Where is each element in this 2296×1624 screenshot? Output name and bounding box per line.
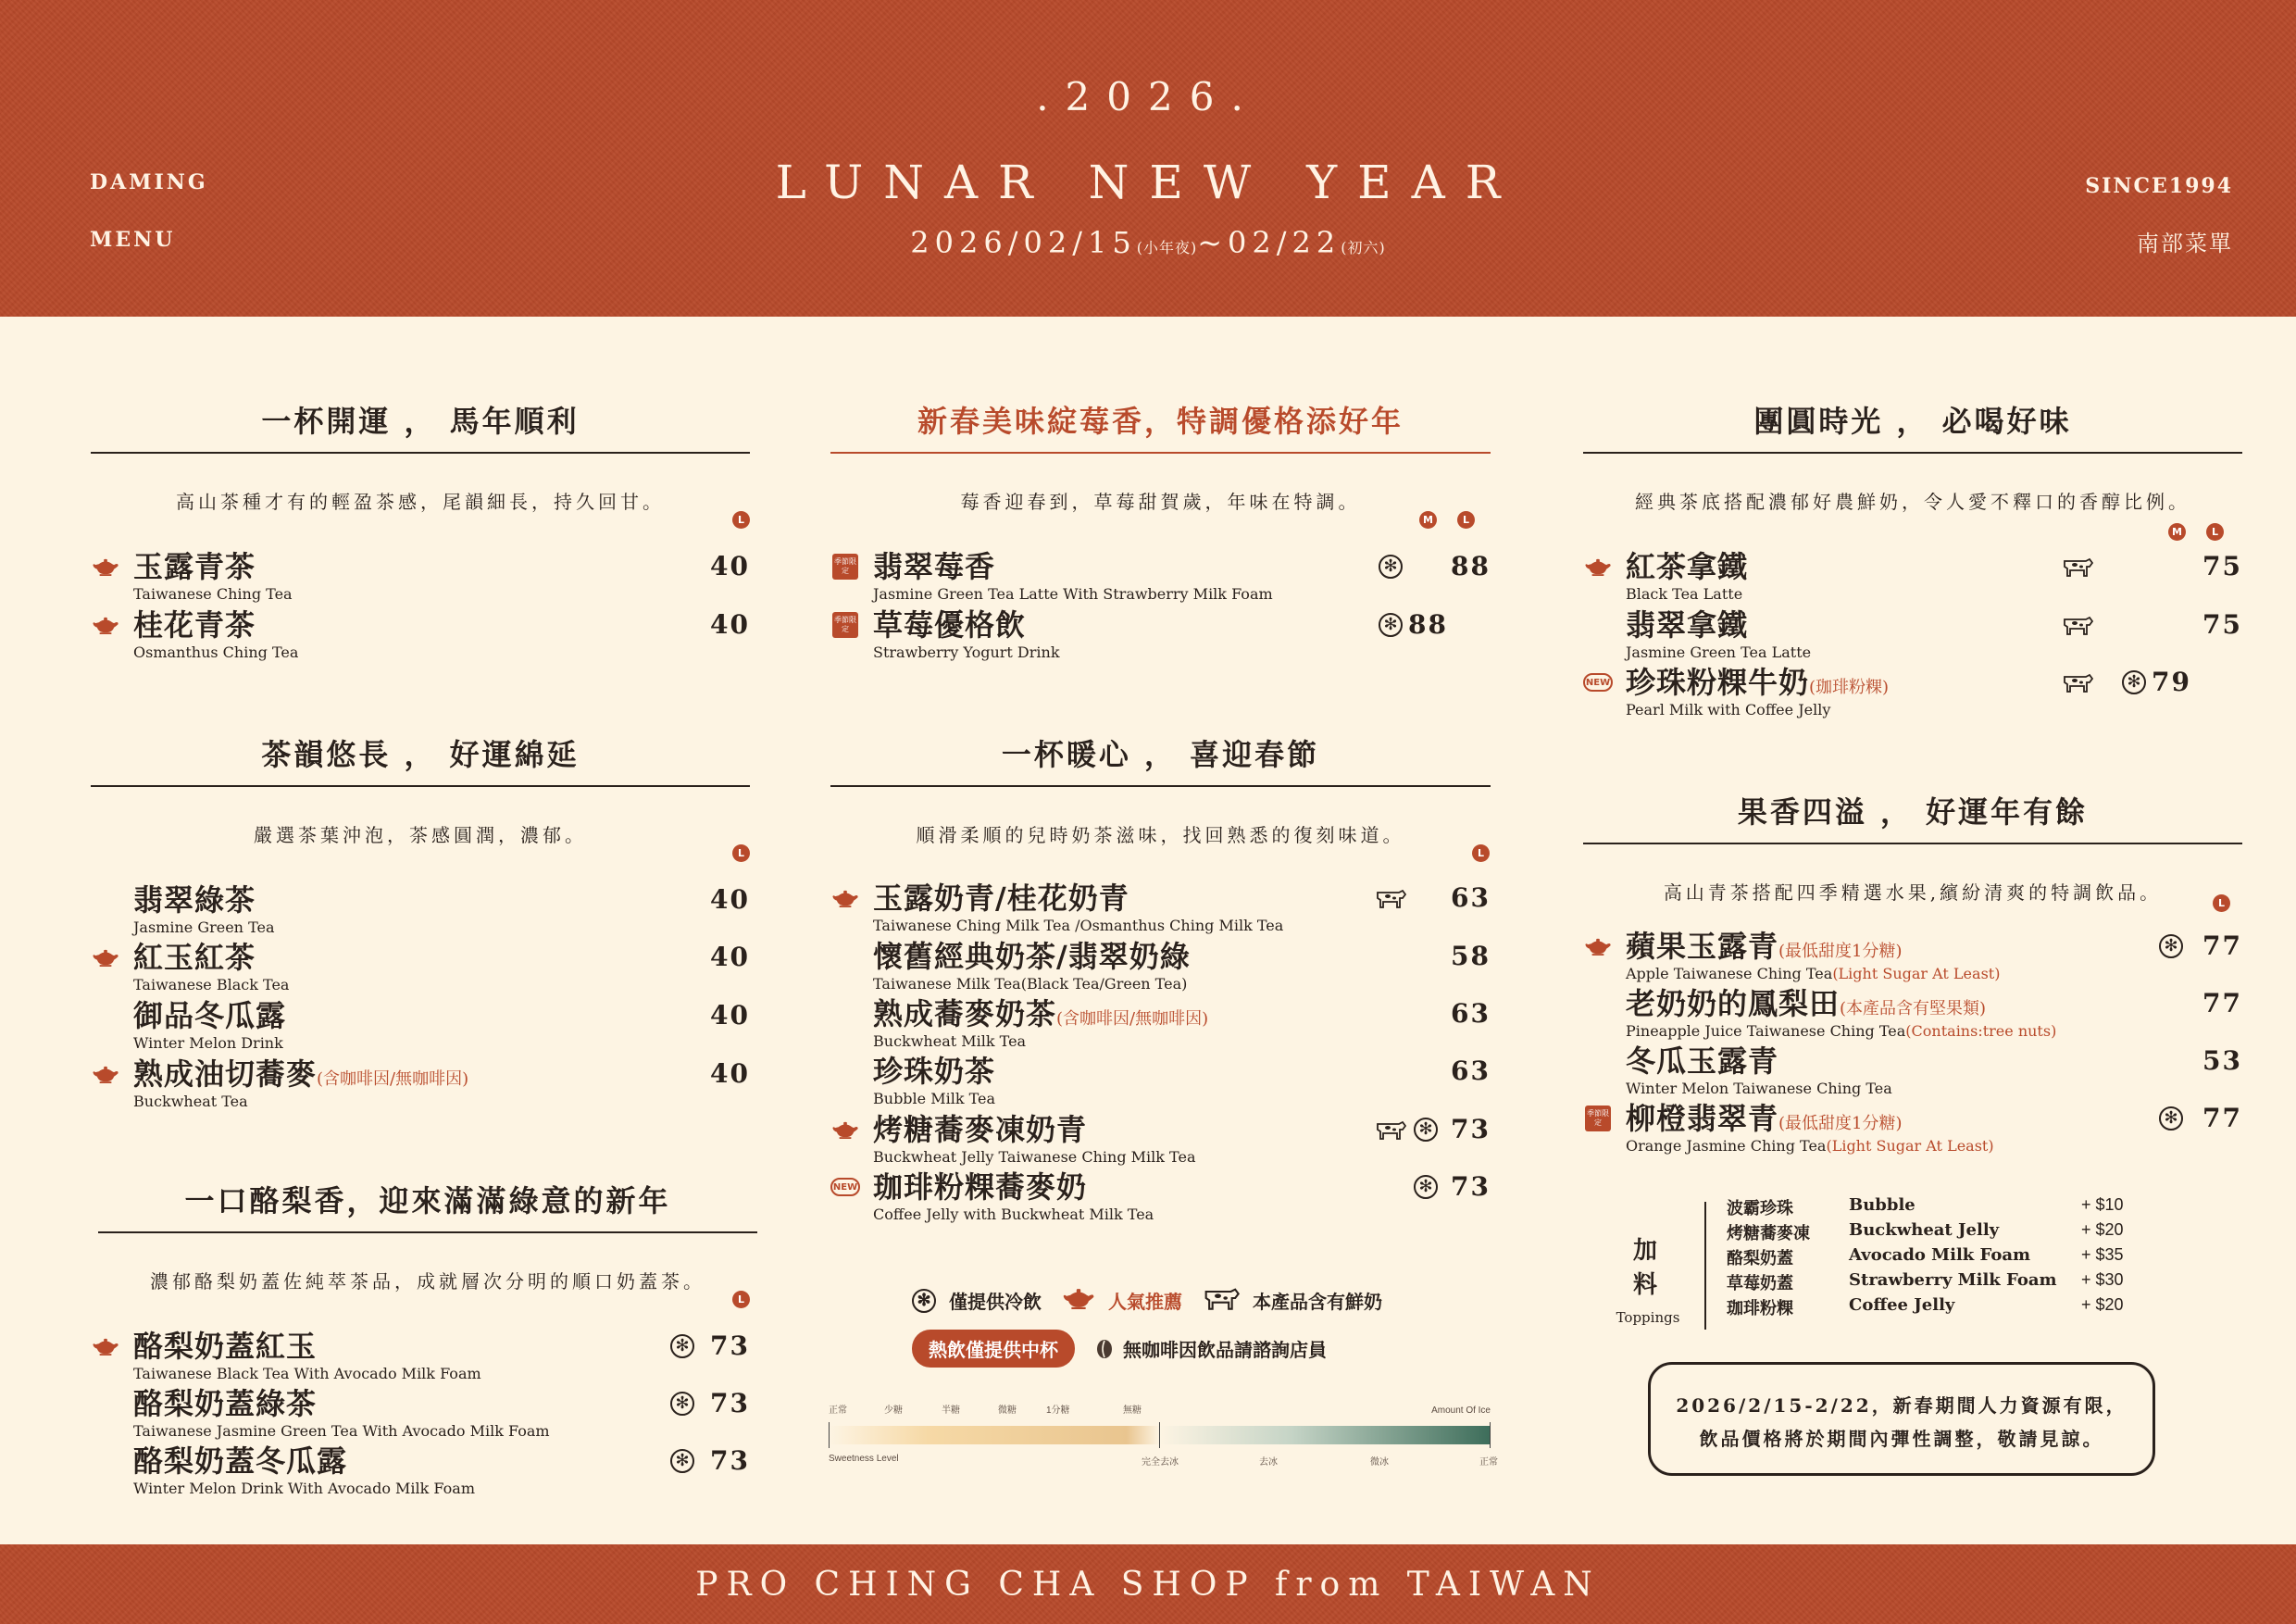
size-badge-l: L: [732, 844, 750, 862]
ice-amount-label: Amount Of Ice: [1431, 1405, 1491, 1416]
seasonal-badge: [830, 613, 860, 637]
item-price: 88: [1408, 609, 1448, 640]
divider: [1704, 1202, 1706, 1330]
date-start-note: (小年夜): [1136, 239, 1198, 256]
date-end-note: (初六): [1341, 239, 1386, 256]
topping-name-en: Bubble: [1849, 1195, 1915, 1215]
item-name-en: Taiwanese Jasmine Green Tea With Avocado Milk Foam: [133, 1422, 550, 1440]
menu-item[interactable]: [91, 1328, 757, 1385]
item-name-en: Jasmine Green Tea Latte With Strawberry Milk Foam: [873, 585, 1273, 603]
coffee-bean-icon: [1095, 1338, 1114, 1360]
section-tea-fortune: [91, 398, 750, 676]
seasonal-badge: [1583, 1106, 1613, 1131]
section-title: 一杯開運 ， 馬年順利: [91, 398, 750, 454]
topping-price: + $35: [2081, 1245, 2124, 1264]
notice-line-1: 2026/2/15-2/22，新春期間人力資源有限，: [1676, 1394, 2128, 1417]
topping-name: 酪梨奶蓋: [1727, 1249, 1793, 1268]
item-price: 73: [710, 1445, 750, 1476]
item-name-en: Coffee Jelly with Buckwheat Milk Tea: [873, 1206, 1154, 1223]
section-title: 團圓時光 ， 必喝好味: [1583, 398, 2242, 454]
section-description: 順滑柔順的兒時奶茶滋味，找回熟悉的復刻味道。: [916, 824, 1405, 846]
item-name-en: Taiwanese Black Tea With Avocado Milk Foam: [133, 1365, 481, 1382]
date-end: 02/22: [1228, 225, 1341, 260]
item-name: 冬瓜玉露青: [1626, 1043, 1779, 1079]
item-name-text: 熟成蕎麥奶茶: [873, 996, 1057, 1031]
sweet-level-label: 1分糖: [1046, 1405, 1070, 1416]
icon-legend: [912, 1285, 1382, 1316]
item-name-en-text: Orange Jasmine Ching Tea: [1626, 1137, 1827, 1155]
item-name-en: Winter Melon Drink With Avocado Milk Foam: [133, 1480, 475, 1497]
item-price: 75: [2202, 551, 2242, 581]
sweet-level-label: 少糖: [884, 1405, 903, 1416]
item-price: 88: [1451, 551, 1491, 581]
item-name-en: Winter Melon Drink: [133, 1034, 283, 1052]
topping-name-en: Strawberry Milk Foam: [1849, 1270, 2057, 1290]
item-name-text: 蘋果玉露青: [1626, 929, 1779, 964]
section-description: 經典茶底搭配濃郁好農鮮奶，令人愛不釋口的香醇比例。: [1635, 491, 2190, 513]
cold-only-icon: ✻: [670, 1391, 694, 1417]
menu-item[interactable]: [1583, 1100, 2242, 1157]
topping-price: + $10: [2081, 1195, 2124, 1214]
teapot-icon: [830, 1118, 860, 1142]
topping-name: 烤糖蕎麥凍: [1727, 1224, 1810, 1243]
since-label: SINCE1994: [2085, 174, 2233, 198]
menu-item[interactable]: [830, 880, 1491, 937]
item-price: 40: [710, 551, 750, 581]
menu-item[interactable]: [1583, 664, 2242, 721]
item-name-en: Winter Melon Taiwanese Ching Tea: [1626, 1080, 1892, 1097]
item-name-en: Black Tea Latte: [1626, 585, 1743, 603]
item-name: 酪梨奶蓋綠茶: [133, 1386, 318, 1421]
menu-item[interactable]: [830, 548, 1491, 606]
cold-only-icon: ✻: [670, 1448, 694, 1474]
item-name: 紅玉紅茶: [133, 940, 256, 975]
legend-cold-only: 僅提供冷飲: [949, 1291, 1042, 1313]
item-price: 40: [710, 942, 750, 972]
item-name: 翡翠綠茶: [133, 882, 256, 918]
menu-item[interactable]: [830, 1111, 1491, 1168]
size-badge-l: L: [2206, 523, 2224, 541]
topping-price: + $20: [2081, 1220, 2124, 1239]
date-separator: ~: [1197, 225, 1229, 260]
menu-item[interactable]: [830, 606, 1491, 664]
section-title: 一口酪梨香，迎來滿滿綠意的新年: [98, 1178, 757, 1233]
item-price: 53: [2202, 1045, 2242, 1076]
seasonal-badge-text: 季節限定: [1585, 1106, 1611, 1131]
scale-mark: [829, 1422, 830, 1448]
size-badges: [2168, 523, 2224, 541]
size-badge-l: L: [1457, 511, 1475, 529]
date-start: 2026/02/15: [910, 225, 1137, 260]
page-title: LUNAR NEW YEAR: [775, 156, 1521, 209]
cold-only-icon: ✻: [1379, 612, 1403, 638]
item-price: 77: [2202, 1103, 2242, 1133]
item-note: (最低甜度1分糖): [1778, 1114, 1903, 1133]
ice-level-label: 微冰: [1370, 1457, 1389, 1468]
menu-item[interactable]: [91, 1056, 750, 1113]
date-range: [0, 225, 2296, 260]
notice-line-2: 飲品價格將於期間內彈性調整，敬請見諒。: [1699, 1428, 2104, 1450]
size-badge-l: L: [732, 1291, 750, 1308]
menu-item[interactable]: [1583, 606, 2242, 664]
item-name: 玉露青茶: [133, 549, 256, 584]
teapot-icon: [830, 886, 860, 910]
section-avocado: [98, 1178, 757, 1511]
menu-label: MENU: [90, 228, 176, 252]
cold-only-icon: ✻: [2122, 669, 2146, 695]
topping-name-en: Coffee Jelly: [1849, 1295, 1955, 1315]
item-name-en: Buckwheat Jelly Taiwanese Ching Milk Tea: [873, 1148, 1196, 1166]
size-badges: [732, 1291, 750, 1308]
topping-name: 草莓奶蓋: [1727, 1274, 1793, 1293]
menu-item[interactable]: [91, 1443, 757, 1500]
sweetness-level-label: Sweetness Level: [829, 1454, 899, 1464]
header-banner: [0, 0, 2296, 317]
menu-item[interactable]: [91, 548, 750, 606]
section-latte: [1583, 398, 2242, 731]
item-name: 懷舊經典奶茶/翡翠奶綠: [873, 939, 1191, 974]
sweet-level-label: 微糖: [998, 1405, 1017, 1416]
new-badge: [1583, 670, 1613, 694]
section-milk-tea: [830, 731, 1491, 1231]
menu-item[interactable]: [91, 881, 750, 939]
size-badge-m: M: [1419, 511, 1437, 529]
cold-only-icon: ✻: [2159, 1106, 2183, 1131]
item-note: (本產品含有堅果類): [1840, 999, 1987, 1018]
item-price: 40: [710, 1000, 750, 1031]
item-price: 63: [1451, 1056, 1491, 1086]
seasonal-badge-text: 季節限定: [832, 612, 858, 638]
item-name: 紅茶拿鐵: [1626, 549, 1749, 584]
item-name-en: Buckwheat Tea: [133, 1093, 248, 1110]
decaf-note: [1095, 1335, 1327, 1362]
menu-item[interactable]: [1583, 548, 2242, 606]
size-badge-l: L: [2213, 894, 2230, 912]
teapot-icon: [1062, 1287, 1095, 1314]
region-label: 南部菜單: [2137, 231, 2233, 256]
menu-item[interactable]: [830, 995, 1491, 1053]
item-name-en: Bubble Milk Tea: [873, 1090, 996, 1107]
teapot-icon: [1583, 934, 1613, 958]
ice-level-label: 正常: [1479, 1457, 1498, 1468]
item-name: 烤糖蕎麥凍奶青: [873, 1112, 1088, 1147]
icon-legend-secondary: [912, 1330, 1327, 1368]
section-strawberry: [830, 398, 1491, 676]
teapot-icon: [91, 555, 120, 579]
item-note-en: (Light Sugar At Least): [1826, 1137, 1994, 1155]
price-notice: [1648, 1362, 2155, 1476]
topping-price: + $30: [2081, 1270, 2124, 1289]
toppings-title: 加 料: [1632, 1237, 1663, 1299]
item-name-en: Taiwanese Milk Tea(Black Tea/Green Tea): [873, 975, 1188, 993]
fresh-milk-icon: [1375, 1117, 1406, 1143]
item-price: 73: [710, 1330, 750, 1361]
size-badges: [2213, 894, 2230, 912]
new-badge-text: NEW: [830, 1178, 860, 1196]
menu-item[interactable]: [830, 1053, 1491, 1110]
menu-item[interactable]: [91, 939, 750, 996]
teapot-icon: [91, 1334, 120, 1358]
item-price: 63: [1451, 882, 1491, 913]
item-name: 御品冬瓜露: [133, 998, 287, 1033]
item-name: 草莓優格飲: [873, 607, 1027, 643]
teapot-icon: [91, 945, 120, 969]
item-price: 75: [2202, 609, 2242, 640]
sweet-level-label: 無糖: [1123, 1405, 1142, 1416]
sweet-level-label: 正常: [829, 1405, 847, 1416]
size-badge-l: L: [732, 511, 750, 529]
item-name-en: Taiwanese Ching Tea: [133, 585, 293, 603]
section-fruit: [1583, 789, 2242, 1178]
item-name-en: Jasmine Green Tea Latte: [1626, 643, 1812, 661]
item-note: (珈琲粉粿): [1809, 678, 1890, 697]
topping-name: 波霸珍珠: [1727, 1199, 1793, 1218]
fresh-milk-icon: [1375, 885, 1406, 911]
cold-only-icon: ✻: [912, 1289, 936, 1313]
new-badge: [830, 1175, 860, 1199]
legend-decaf: 無咖啡因飲品請諮詢店員: [1123, 1339, 1327, 1361]
menu-item[interactable]: [830, 1168, 1491, 1226]
section-description: 濃郁酪梨奶蓋佐純萃茶品，成就層次分明的順口奶蓋茶。: [150, 1270, 705, 1293]
seasonal-badge: [830, 555, 860, 579]
teapot-icon: [91, 1062, 120, 1086]
item-name-en: Taiwanese Black Tea: [133, 976, 290, 993]
cold-only-icon: ✻: [1379, 554, 1403, 580]
item-name-en: Osmanthus Ching Tea: [133, 643, 299, 661]
toppings-heading: [1616, 1231, 1680, 1326]
new-badge-text: NEW: [1583, 673, 1613, 692]
item-note: (含咖啡因/無咖啡因): [317, 1069, 469, 1089]
scale-mark: [1490, 1422, 1491, 1448]
item-name-en-text: Pineapple Juice Taiwanese Ching Tea: [1626, 1022, 1906, 1040]
legend-popular: 人氣推薦: [1108, 1291, 1182, 1313]
menu-item[interactable]: [1583, 928, 2242, 985]
item-price: 77: [2202, 988, 2242, 1018]
item-name-text: 柳橙翡翠青: [1626, 1101, 1779, 1136]
section-description: 嚴選茶葉沖泡，茶感圓潤，濃郁。: [254, 824, 587, 846]
item-price: 40: [710, 609, 750, 640]
item-name-text: 熟成油切蕎麥: [133, 1056, 318, 1092]
item-price: 73: [1451, 1114, 1491, 1144]
item-name-en-text: Apple Taiwanese Ching Tea: [1626, 965, 1833, 982]
item-price: 40: [710, 884, 750, 915]
size-badge-l: L: [1472, 844, 1490, 862]
cold-only-icon: ✻: [1414, 1117, 1438, 1143]
teapot-icon: [91, 613, 120, 637]
menu-item[interactable]: [91, 997, 750, 1055]
footer-banner: [0, 1544, 2296, 1624]
item-name: 翡翠莓香: [873, 549, 996, 584]
item-note-en: (Contains:tree nuts): [1905, 1022, 2057, 1040]
scale-mark: [1159, 1422, 1160, 1448]
item-name: 珍珠奶茶: [873, 1054, 996, 1089]
fresh-milk-icon: [1203, 1285, 1240, 1316]
fresh-milk-icon: [2062, 669, 2093, 695]
item-name-en: Buckwheat Milk Tea: [873, 1032, 1027, 1050]
item-price: 40: [710, 1058, 750, 1089]
item-name-en: [1626, 1137, 1994, 1155]
legend-fresh-milk: 本產品含有鮮奶: [1253, 1291, 1382, 1313]
menu-item[interactable]: [91, 1385, 757, 1443]
item-name-en: Pearl Milk with Coffee Jelly: [1626, 701, 1831, 718]
menu-item[interactable]: [1583, 985, 2242, 1043]
hot-medium-badge: 熱飲僅提供中杯: [912, 1330, 1075, 1368]
item-price: 73: [1451, 1171, 1491, 1202]
topping-name-en: Avocado Milk Foam: [1849, 1245, 2031, 1265]
section-tea-aroma: [91, 731, 750, 1120]
ice-level-label: 完全去冰: [1142, 1457, 1179, 1468]
item-name-text: 珍珠粉粿牛奶: [1626, 665, 1810, 700]
size-badges: [1472, 844, 1490, 862]
item-name-en: [1626, 1022, 2056, 1040]
item-price: 73: [710, 1388, 750, 1418]
seasonal-badge-text: 季節限定: [832, 554, 858, 580]
section-title: 茶韻悠長 ， 好運綿延: [91, 731, 750, 787]
section-description: 莓香迎春到，草莓甜賀歲，年味在特調。: [960, 491, 1361, 513]
item-name-en: Jasmine Green Tea: [133, 918, 275, 936]
menu-item[interactable]: [1583, 1043, 2242, 1100]
fresh-milk-icon: [2062, 612, 2093, 638]
item-note: (含咖啡因/無咖啡因): [1056, 1009, 1209, 1029]
cold-only-icon: ✻: [2159, 933, 2183, 959]
topping-name: 珈琲粉粿: [1727, 1299, 1793, 1318]
item-price: 63: [1451, 998, 1491, 1029]
item-price: 77: [2202, 931, 2242, 961]
item-name-en: [1626, 965, 2000, 982]
item-note-en: (Light Sugar At Least): [1832, 965, 2001, 982]
item-name-en: Taiwanese Ching Milk Tea /Osmanthus Ching Milk Tea: [873, 917, 1284, 934]
item-price: 79: [2152, 667, 2191, 697]
footer-text: PRO CHING CHA SHOP from TAIWAN: [695, 1565, 1601, 1604]
menu-item[interactable]: [91, 606, 750, 664]
topping-name-en: Buckwheat Jelly: [1849, 1220, 2000, 1240]
item-name-en: Strawberry Yogurt Drink: [873, 643, 1060, 661]
menu-item[interactable]: [830, 938, 1491, 995]
sweet-level-label: 半糖: [942, 1405, 960, 1416]
ice-level-label: 去冰: [1259, 1457, 1278, 1468]
item-name: 翡翠拿鐵: [1626, 607, 1749, 643]
size-badges: [732, 511, 750, 529]
topping-price: + $20: [2081, 1295, 2124, 1314]
section-title: 新春美味綻莓香，特調優格添好年: [830, 398, 1491, 454]
toppings-panel: [1616, 1193, 2264, 1326]
section-description: 高山茶種才有的輕盈茶感，尾韻細長，持久回甘。: [176, 491, 665, 513]
section-description: 高山青茶搭配四季精選水果,繽紛清爽的特調飲品。: [1663, 881, 2163, 904]
item-name-text: 老奶奶的鳳梨田: [1626, 986, 1841, 1021]
fresh-milk-icon: [2062, 554, 2093, 580]
item-note: (最低甜度1分糖): [1778, 942, 1903, 961]
section-title: 果香四溢 ， 好運年有餘: [1583, 789, 2242, 844]
size-badge-m: M: [2168, 523, 2186, 541]
size-badges: [1419, 511, 1475, 529]
size-badges: [732, 844, 750, 862]
cold-only-icon: ✻: [1414, 1174, 1438, 1200]
item-name: 酪梨奶蓋紅玉: [133, 1329, 318, 1364]
item-name: 珈琲粉粿蕎麥奶: [873, 1169, 1088, 1205]
brand-name: DAMING: [90, 170, 208, 194]
teapot-icon: [1583, 555, 1613, 579]
item-name: 桂花青茶: [133, 607, 256, 643]
toppings-title-en: Toppings: [1616, 1309, 1680, 1326]
sweetness-ice-scale: [829, 1402, 1498, 1468]
year-label: .2026.: [1036, 74, 1260, 119]
section-title: 一杯暖心 ， 喜迎春節: [830, 731, 1491, 787]
item-name: 玉露奶青/桂花奶青: [873, 881, 1129, 916]
item-name: 酪梨奶蓋冬瓜露: [133, 1443, 348, 1479]
cold-only-icon: ✻: [670, 1333, 694, 1359]
item-price: 58: [1451, 941, 1491, 971]
